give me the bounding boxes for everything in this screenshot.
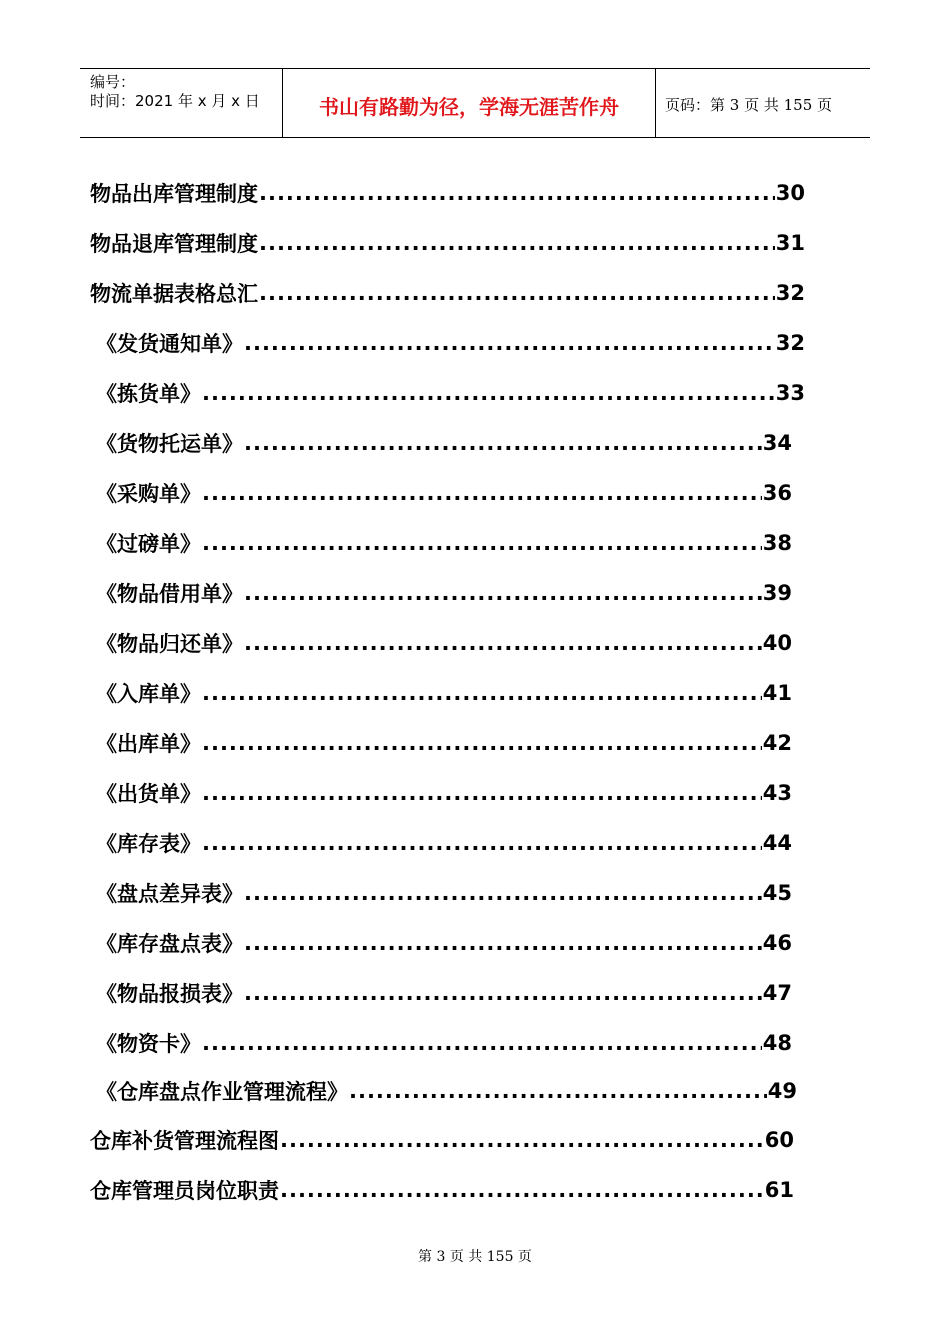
time-label: 时间：2021 年 x 月 x 日 — [90, 92, 260, 110]
toc-entry-title: 《盘点差异表》 — [96, 882, 243, 906]
header-meta — [90, 73, 260, 111]
toc-leader-dots — [244, 881, 762, 905]
toc-entry[interactable] — [96, 328, 805, 358]
toc-entry-page: 49 — [767, 1079, 797, 1103]
toc-leader-dots — [244, 981, 762, 1005]
toc-entry-title: 物流单据表格总汇 — [90, 282, 258, 306]
toc-leader-dots — [244, 631, 762, 655]
toc-entry-title: 《库存盘点表》 — [96, 932, 243, 956]
toc-entry-page: 33 — [775, 381, 805, 405]
toc-entry-title: 《过磅单》 — [96, 532, 201, 556]
toc-entry[interactable] — [96, 778, 792, 808]
page-header — [80, 68, 870, 138]
toc-leader-dots — [244, 931, 762, 955]
toc-entry[interactable] — [96, 978, 792, 1008]
toc-entry-page: 41 — [762, 681, 792, 705]
toc-entry-title: 《拣货单》 — [96, 382, 201, 406]
toc-entry-title: 《货物托运单》 — [96, 432, 243, 456]
toc-leader-dots — [202, 781, 762, 805]
toc-leader-dots — [202, 831, 762, 855]
toc-entry[interactable] — [96, 378, 805, 408]
toc-leader-dots — [259, 181, 775, 205]
toc-leader-dots — [202, 481, 762, 505]
toc-entry-title: 《发货通知单》 — [96, 332, 243, 356]
toc-entry[interactable] — [96, 828, 792, 858]
toc-entry[interactable] — [90, 1125, 794, 1155]
toc-leader-dots — [259, 231, 775, 255]
toc-entry-title: 仓库管理员岗位职责 — [90, 1179, 279, 1203]
toc-entry-title: 《物资卡》 — [96, 1032, 201, 1056]
toc-entry-title: 物品出库管理制度 — [90, 182, 258, 206]
toc-entry-page: 32 — [775, 281, 805, 305]
toc-entry-title: 《物品报损表》 — [96, 982, 243, 1006]
toc-entry-title: 《出货单》 — [96, 782, 201, 806]
toc-entry-title: 《物品归还单》 — [96, 632, 243, 656]
toc-entry-title: 《出库单》 — [96, 732, 201, 756]
toc-entry-page: 60 — [764, 1128, 794, 1152]
page-footer: 第 3 页 共 155 页 — [418, 1249, 532, 1265]
toc-entry[interactable] — [90, 228, 805, 258]
toc-entry-page: 47 — [762, 981, 792, 1005]
toc-leader-dots — [280, 1128, 764, 1152]
toc-leader-dots — [202, 381, 775, 405]
toc-entry[interactable] — [96, 528, 792, 558]
toc-entry-page: 42 — [762, 731, 792, 755]
toc-leader-dots — [280, 1178, 764, 1202]
header-motto: 书山有路勤为径，学海无涯苦作舟 — [319, 95, 619, 119]
toc-entry-page: 46 — [762, 931, 792, 955]
number-label: 编号： — [90, 73, 136, 91]
toc-entry-page: 39 — [762, 581, 792, 605]
toc-entry-page: 44 — [762, 831, 792, 855]
toc-entry-title: 《入库单》 — [96, 682, 201, 706]
toc-entry-page: 43 — [762, 781, 792, 805]
toc-leader-dots — [202, 731, 762, 755]
toc-entry-title: 仓库补货管理流程图 — [90, 1129, 279, 1153]
header-page-info: 页码：第 3 页 共 155 页 — [665, 96, 833, 114]
toc-leader-dots — [244, 331, 775, 355]
toc-leader-dots — [259, 281, 775, 305]
toc-entry[interactable] — [90, 278, 805, 308]
toc-entry[interactable] — [90, 178, 805, 208]
toc-entry[interactable] — [96, 1076, 797, 1106]
toc-entry-page: 61 — [764, 1178, 794, 1202]
toc-entry-page: 40 — [762, 631, 792, 655]
toc-leader-dots — [244, 581, 762, 605]
toc-entry-page: 34 — [762, 431, 792, 455]
toc-entry-title: 《库存表》 — [96, 832, 201, 856]
toc-entry-page: 31 — [775, 231, 805, 255]
toc-entry[interactable] — [96, 428, 792, 458]
toc-entry[interactable] — [96, 928, 792, 958]
toc-entry[interactable] — [90, 1175, 794, 1205]
toc-entry-page: 45 — [762, 881, 792, 905]
toc-leader-dots — [202, 1031, 762, 1055]
toc-entry[interactable] — [96, 678, 792, 708]
toc-entry-title: 《采购单》 — [96, 482, 201, 506]
toc-entry[interactable] — [96, 478, 792, 508]
toc-entry-page: 48 — [762, 1031, 792, 1055]
toc-entry-page: 30 — [775, 181, 805, 205]
toc-leader-dots — [202, 681, 762, 705]
toc-entry[interactable] — [96, 628, 792, 658]
toc-entry[interactable] — [96, 728, 792, 758]
toc-entry-title: 《仓库盘点作业管理流程》 — [96, 1080, 348, 1104]
toc-entry[interactable] — [96, 578, 792, 608]
toc-leader-dots — [244, 431, 762, 455]
toc-entry-page: 38 — [762, 531, 792, 555]
toc-entry[interactable] — [96, 878, 792, 908]
toc-entry-title: 物品退库管理制度 — [90, 232, 258, 256]
toc-leader-dots — [349, 1079, 767, 1103]
toc-leader-dots — [202, 531, 762, 555]
toc-entry[interactable] — [96, 1028, 792, 1058]
toc-entry-page: 36 — [762, 481, 792, 505]
toc-entry-page: 32 — [775, 331, 805, 355]
toc-entry-title: 《物品借用单》 — [96, 582, 243, 606]
header-divider — [655, 69, 656, 137]
